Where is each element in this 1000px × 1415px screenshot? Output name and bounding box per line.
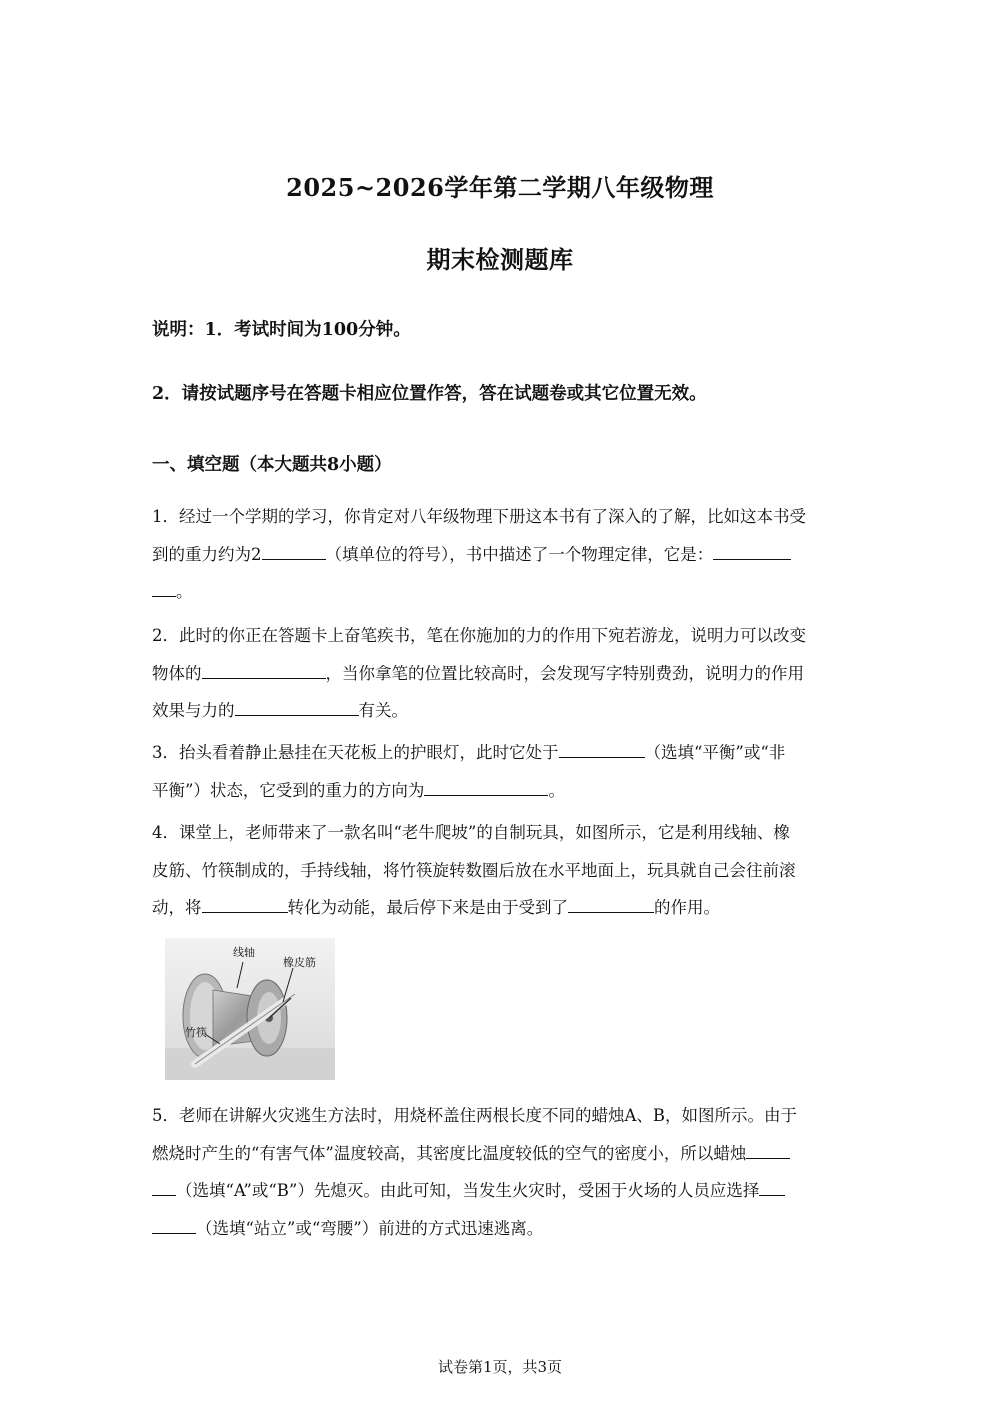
answer-blank[interactable]: [235, 695, 359, 716]
instruction-1: 说明：1．考试时间为100分钟。: [152, 320, 411, 340]
exam-subtitle: 期末检测题库: [426, 245, 574, 274]
answer-blank[interactable]: [152, 576, 176, 597]
spool-toy-figure: [165, 938, 335, 1080]
question-5-line-4: [152, 1210, 850, 1248]
question-3: [152, 734, 850, 809]
chopstick-label: 竹筷: [185, 1026, 207, 1039]
question-3-line-1: [152, 734, 850, 772]
answer-blank[interactable]: [152, 1213, 196, 1234]
answer-blank[interactable]: [202, 892, 288, 913]
answer-blank[interactable]: [713, 539, 791, 560]
question-2-text: ，当你拿笔的位置比较高时，会发现写字特别费劲，说明力的作用: [325, 663, 804, 683]
question-5-text: （选填“A”或“B”）先熄灭。由此可知，当发生火灾时，受困于火场的人员应选择: [176, 1181, 760, 1200]
question-5-text: 燃烧时产生的“有害气体”温度较高，其密度比温度较低的空气的密度小，所以蜡烛: [152, 1143, 747, 1163]
answer-blank[interactable]: [424, 775, 548, 796]
answer-blank[interactable]: [152, 1175, 176, 1196]
question-5-line-3: [152, 1172, 850, 1210]
answer-blank[interactable]: [568, 892, 654, 913]
question-4-line-3: [152, 889, 850, 927]
question-2-line-3: [152, 692, 850, 730]
question-4-text: 转化为动能，最后停下来是由于受到了: [287, 898, 568, 917]
question-3-line-2: [152, 772, 850, 810]
question-1-text: 到的重力约为2: [152, 544, 262, 564]
question-1-text: （填单位的符号），书中描述了一个物理定律，它是：: [325, 544, 714, 564]
spool-label: 线轴: [233, 946, 255, 959]
question-4: [152, 814, 850, 927]
question-4-text: 动，将: [152, 898, 202, 917]
instruction-2: 2．请按试题序号在答题卡相应位置作答，答在试题卷或其它位置无效。: [152, 384, 707, 404]
question-5-line-2: [152, 1135, 850, 1173]
question-2-line-2: [152, 655, 850, 693]
question-3-text: 。: [548, 780, 565, 800]
question-5-text: （选填“站立”或“弯腰”）前进的方式迅速逃离。: [196, 1218, 544, 1238]
question-1-line-3: [152, 573, 850, 611]
answer-blank[interactable]: [202, 658, 326, 679]
answer-blank[interactable]: [746, 1138, 790, 1159]
question-3-text: 平衡”）状态，它受到的重力的方向为: [152, 780, 425, 800]
question-2: [152, 617, 850, 730]
answer-blank[interactable]: [559, 737, 645, 758]
question-3-text: 3．抬头看着静止悬挂在天花板上的护眼灯，此时它处于: [152, 743, 559, 762]
section-heading: 一、填空题（本大题共8小题）: [152, 455, 392, 475]
question-1-text: 。: [176, 582, 193, 601]
answer-blank[interactable]: [759, 1175, 785, 1196]
question-5: [152, 1097, 850, 1247]
question-4-text: 的作用。: [654, 898, 720, 917]
question-3-text: （选填“平衡”或“非: [644, 743, 786, 762]
question-2-text: 有关。: [358, 701, 408, 720]
question-1-line-1: 1．经过一个学期的学习，你肯定对八年级物理下册这本书有了深入的了解，比如这本书受: [152, 507, 806, 526]
page-footer: 试卷第1页，共3页: [437, 1358, 563, 1376]
answer-blank[interactable]: [262, 539, 326, 560]
question-2-line-1: 2．此时的你正在答题卡上奋笔疾书，笔在你施加的力的作用下宛若游龙，说明力可以改变: [152, 626, 806, 645]
question-5-line-1: 5．老师在讲解火灾逃生方法时，用烧杯盖住两根长度不同的蜡烛A、B，如图所示。由于: [152, 1106, 798, 1125]
question-4-line-2: 皮筋、竹筷制成的，手持线轴，将竹筷旋转数圈后放在水平地面上，玩具就自己会往前滚: [152, 860, 796, 880]
question-1-line-2: [152, 536, 850, 574]
question-2-text: 物体的: [152, 663, 202, 683]
rubber-band-label: 橡皮筋: [283, 956, 316, 969]
question-4-line-1: 4．课堂上，老师带来了一款名叫“老牛爬坡”的自制玩具，如图所示，它是利用线轴、橡: [152, 823, 790, 842]
exam-title: 2025~2026学年第二学期八年级物理: [286, 173, 714, 202]
question-2-text: 效果与力的: [152, 701, 235, 720]
question-1: [152, 498, 850, 611]
